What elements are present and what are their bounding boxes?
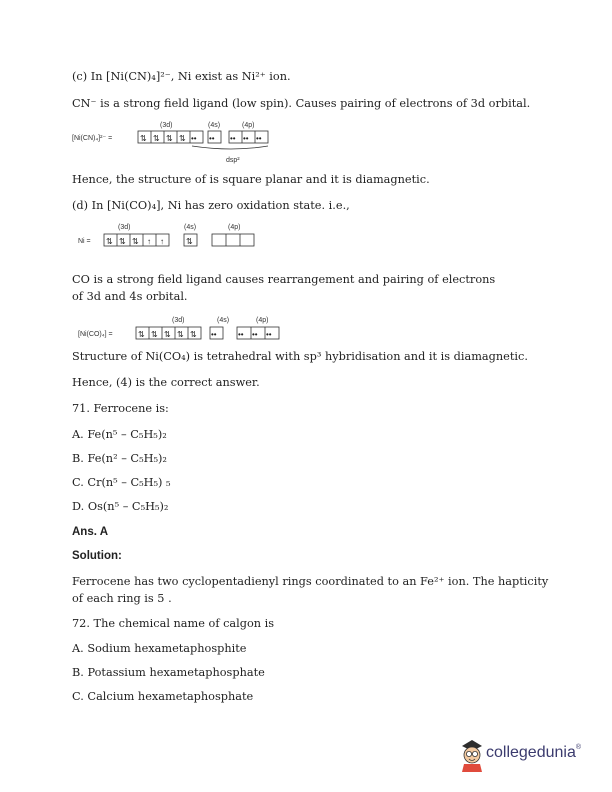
svg-text:••: •• — [211, 330, 217, 339]
svg-text:⇅: ⇅ — [119, 237, 126, 246]
d2-label-3d: (3d) — [118, 224, 131, 231]
svg-text:⇅: ⇅ — [190, 330, 197, 339]
svg-text:⇅: ⇅ — [153, 134, 160, 143]
svg-text:••: •• — [191, 134, 197, 143]
svg-text:⇅: ⇅ — [140, 134, 147, 143]
svg-text:••: •• — [256, 134, 262, 143]
q71-option-c: C. Cr(n⁵ – C₅H₅) ₅ — [72, 476, 171, 489]
solution-text-1: Ferrocene has two cyclopentadienyl rings coordinated to an Fe²⁺ ion. The hapticity — [72, 575, 549, 588]
d1-label-4s: (4s) — [208, 122, 221, 129]
text-line-cn-ligand: CN⁻ is a strong field ligand (low spin). Causes pairing of electrons of 3d orbital. — [72, 97, 531, 110]
orbital-diagram-ni-cn4 — [72, 118, 292, 176]
solution-text-2: of each ring is 5 . — [72, 592, 172, 605]
svg-text:⇅: ⇅ — [166, 134, 173, 143]
d1-label-3d: (3d) — [160, 122, 173, 129]
svg-text:⇅: ⇅ — [179, 134, 186, 143]
svg-text:↑: ↑ — [147, 237, 151, 246]
text-line-d: (d) In [Ni(CO)₄], Ni has zero oxidation state. i.e., — [72, 199, 350, 212]
svg-text:⇅: ⇅ — [132, 237, 139, 246]
d2-label-4p: (4p) — [228, 224, 241, 231]
d1-label-4p: (4p) — [242, 122, 255, 129]
text-line-co-ligand-cont: of 3d and 4s orbital. — [72, 290, 188, 303]
svg-text:⇅: ⇅ — [186, 237, 193, 246]
collegedunia-logo — [458, 738, 588, 774]
q72-option-a: A. Sodium hexametaphosphite — [72, 642, 247, 655]
svg-text:••: •• — [230, 134, 236, 143]
answer-label: Ans. A — [72, 526, 108, 538]
logo-trademark: ® — [575, 744, 582, 751]
solution-heading: Solution: — [72, 550, 122, 562]
q72-option-c: C. Calcium hexametaphosphate — [72, 690, 254, 703]
q71-option-b: B. Fe(n² – C₅H₅)₂ — [72, 452, 167, 465]
svg-text:••: •• — [209, 134, 215, 143]
d1-hybrid-label: dsp² — [226, 157, 240, 164]
svg-text:••: •• — [266, 330, 272, 339]
svg-text:••: •• — [243, 134, 249, 143]
orbital-diagram-ni — [72, 220, 272, 256]
q71-option-a: A. Fe(n⁵ – C₅H₅)₂ — [72, 428, 167, 441]
logo-text: collegedunia — [486, 744, 576, 761]
question-72: 72. The chemical name of calgon is — [72, 617, 275, 630]
text-line-c: (c) In [Ni(CN)₄]²⁻, Ni exist as Ni²⁺ ion. — [72, 70, 291, 83]
text-line-co-ligand: CO is a strong field ligand causes rearrangement and pairing of electrons — [72, 273, 496, 286]
svg-text:↑: ↑ — [160, 237, 164, 246]
q72-option-b: B. Potassium hexametaphosphate — [72, 666, 265, 679]
orbital-diagram-ni-co4 — [72, 313, 292, 349]
text-line-square-planar: Hence, the structure of is square planar and it is diamagnetic. — [72, 173, 430, 186]
svg-text:••: •• — [252, 330, 258, 339]
d1-complex-label: [Ni(CN)₄]²⁻ = — [72, 135, 113, 142]
svg-text:••: •• — [238, 330, 244, 339]
q71-option-d: D. Os(n⁵ – C₅H₅)₂ — [72, 500, 169, 513]
text-line-answer-4: Hence, (4) is the correct answer. — [72, 376, 260, 389]
d2-label-4s: (4s) — [184, 224, 197, 231]
d3-label-4s: (4s) — [217, 317, 230, 324]
d2-atom-label: Ni = — [78, 238, 91, 245]
d3-complex-label: [Ni(CO)₄] = — [78, 331, 113, 338]
d3-label-3d: (3d) — [172, 317, 185, 324]
question-71: 71. Ferrocene is: — [72, 402, 169, 415]
mascot-icon — [458, 738, 486, 772]
text-line-tetrahedral: Structure of Ni(CO₄) is tetrahedral with sp³ hybridisation and it is diamagnetic. — [72, 350, 528, 363]
svg-text:⇅: ⇅ — [151, 330, 158, 339]
svg-text:⇅: ⇅ — [106, 237, 113, 246]
svg-text:⇅: ⇅ — [177, 330, 184, 339]
d3-label-4p: (4p) — [256, 317, 269, 324]
svg-text:⇅: ⇅ — [138, 330, 145, 339]
svg-text:⇅: ⇅ — [164, 330, 171, 339]
